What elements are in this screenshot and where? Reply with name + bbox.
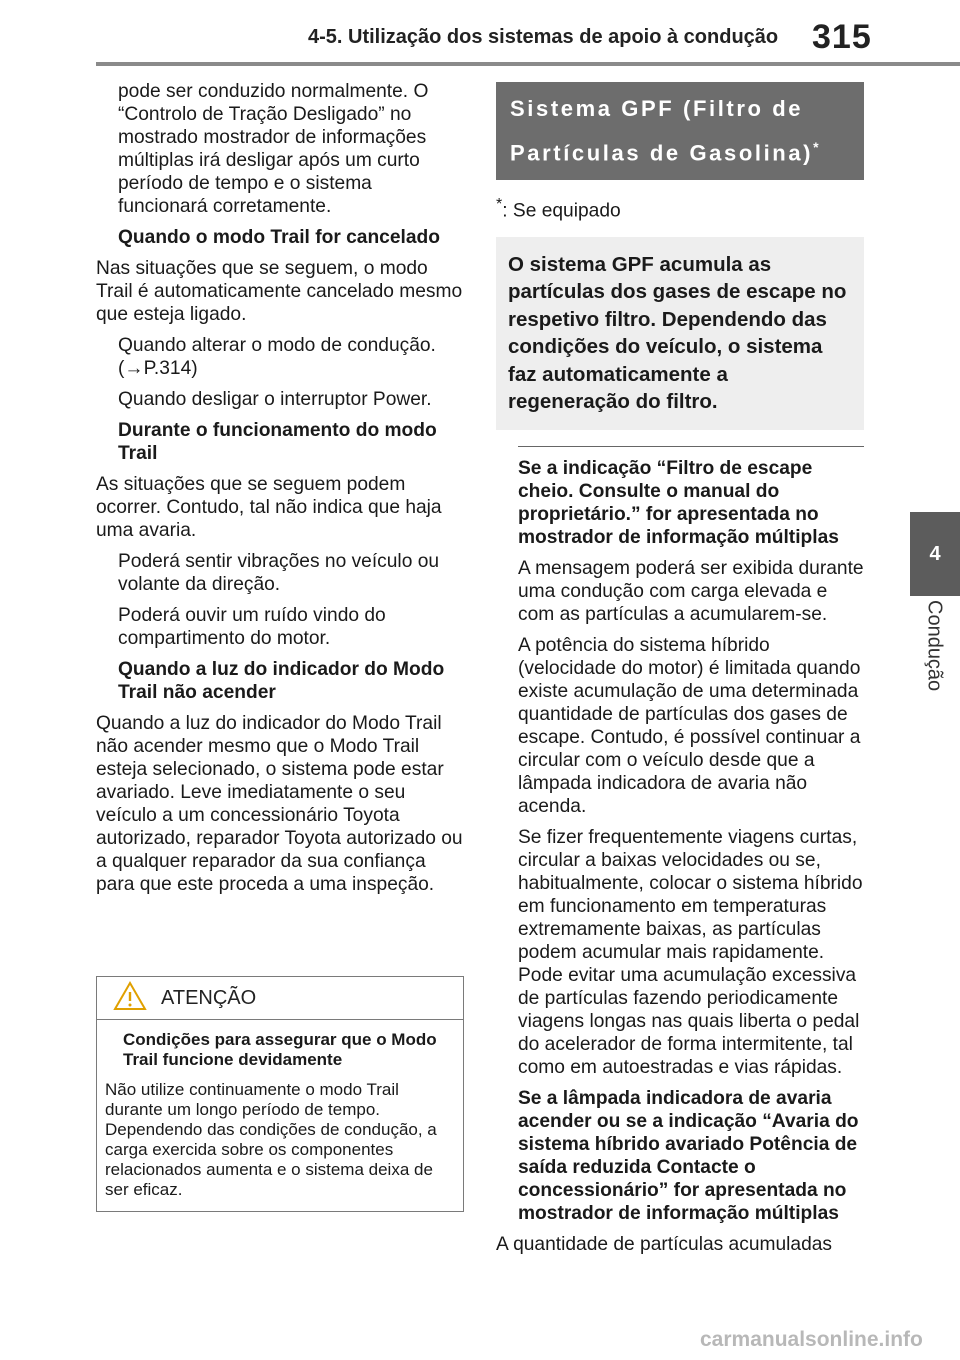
list-item: Poderá ouvir um ruído vindo do compartimento do motor. — [118, 605, 386, 649]
chapter-label: Condução — [923, 600, 946, 692]
warning-triangle-icon — [113, 981, 147, 1016]
paragraph: A quantidade de partículas acumuladas — [496, 1233, 833, 1255]
list-item: Poderá sentir vibrações no veículo ou volante da direção. — [118, 551, 440, 595]
subheading: Quando a luz do indicador do Modo Trail não acender — [118, 659, 445, 703]
paragraph: pode ser conduzido normalmente. O “Controlo de Tração Desligado” no mostrado mostrador de informações múltiplas irá desligar após um curto período de tempo e o sistema funcionará corretamente. — [118, 81, 429, 217]
summary-box: O sistema GPF acumula as partículas dos gases de escape no respetivo filtro. Dependendo das condições do veículo, o sistema faz automaticamente a regeneração do filtro. — [496, 237, 864, 430]
subheading: Se a lâmpada indicadora de avaria acender ou se a indicação “Avaria do sistema híbrido avariado Potência de saída reduzida Contacte o concessionário” for apresentada no mostrador de informação múltiplas — [518, 1087, 859, 1224]
warning-header — [97, 977, 463, 1020]
footnote — [496, 196, 864, 222]
divider — [518, 446, 864, 447]
watermark: carmanualsonline.info — [700, 1328, 923, 1351]
subheading: Quando o modo Trail for cancelado — [118, 227, 440, 248]
warning-subtitle: Condições para assegurar que o Modo Trail funcione devidamente — [123, 1030, 437, 1069]
footnote-marker: * — [496, 196, 503, 214]
left-column — [96, 80, 464, 904]
section-heading: Sistema GPF (Filtro de Partículas de Gasolina) — [510, 96, 814, 166]
paragraph: Nas situações que se seguem, o modo Trail é automaticamente cancelado mesmo que esteja ligado. — [96, 258, 463, 325]
header-divider — [96, 62, 960, 66]
right-column — [496, 80, 864, 1264]
warning-text: Não utilize continuamente o modo Trail durante um longo período de tempo. Dependendo das condições de condução, a carga exercida sobre os componentes relacionados aumenta e o sistema deixa de ser eficaz. — [105, 1080, 437, 1199]
paragraph: A mensagem poderá ser exibida durante uma condução com carga elevada e com as partículas a acumularem-se. — [518, 557, 864, 625]
footnote-text: : Se equipado — [502, 200, 621, 222]
paragraph: A potência do sistema híbrido (velocidade do motor) é limitada quando existe acumulação de uma determinada quantidade de partículas dos gases de escape. Contudo, é possível continuar a circular com o veículo desde que a lâmpada indicadora de avaria não acenda. — [518, 634, 861, 817]
paragraph: Se fizer frequentemente viagens curtas, circular a baixas velocidades ou se, habitualmente, colocar o sistema híbrido em funcionamento em temperaturas extremamente baixas, as partículas podem acumular mais rapidamente. Pode evitar uma acumulação excessiva de partículas fazendo periodicamente viagens longas nas quais liberta o pedal do acelerador de forma intermitente, tal como em autoestradas e vias rápidas. — [518, 826, 863, 1078]
paragraph: Quando a luz do indicador do Modo Trail não acender mesmo que o Modo Trail esteja selecionado, o sistema pode estar avariado. Leve imediatamente o seu veículo a um concessionário Toyota autorizado, reparador Toyota autorizado ou a qualquer reparador da sua confiança para que este proceda a uma inspeção. — [96, 713, 463, 895]
section-title: 4-5. Utilização dos sistemas de apoio à condução — [308, 26, 779, 48]
list-item: Quando alterar o modo de condução. (→P.314) — [118, 335, 436, 379]
chapter-number: 4 — [929, 542, 941, 565]
subheading: Durante o funcionamento do modo Trail — [118, 420, 437, 464]
warning-title: ATENÇÃO — [161, 986, 257, 1009]
footnote-marker: * — [813, 139, 822, 155]
list-item: Quando desligar o interruptor Power. — [118, 389, 432, 410]
subheading: Se a indicação “Filtro de escape cheio. Consulte o manual do proprietário.” for apresentada no mostrador de informação múltiplas — [518, 457, 839, 548]
page-number: 315 — [812, 18, 872, 56]
paragraph: As situações que se seguem podem ocorrer. Contudo, tal não indica que haja uma avaria. — [96, 474, 442, 541]
warning-box — [96, 976, 464, 1212]
section-heading-box — [496, 82, 864, 180]
chapter-tab[interactable] — [910, 512, 960, 596]
